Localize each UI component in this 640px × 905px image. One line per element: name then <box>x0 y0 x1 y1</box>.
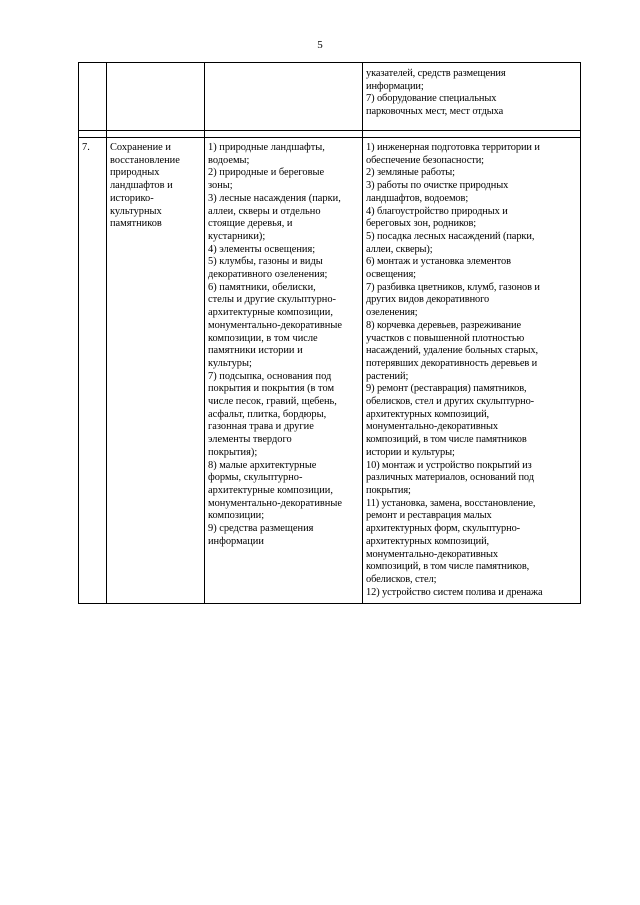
text-line: историко- <box>110 192 154 204</box>
text-line: декоративного озеленения; <box>208 269 328 281</box>
text-line: аллеи, скверы и отдельно <box>208 205 321 217</box>
text-line: 9) средства размещения <box>208 523 314 535</box>
text-line: 4) благоустройство природных и <box>366 205 508 217</box>
text-line: монументально-декоративные <box>208 319 342 331</box>
text-line: культурных <box>110 205 162 217</box>
text-line: покрытия); <box>208 446 258 458</box>
text-line: 3) работы по очистке природных <box>366 180 509 192</box>
text-line: растений; <box>366 370 409 382</box>
text-line: 8) малые архитектурные <box>208 459 317 471</box>
cell-number-empty <box>79 63 107 131</box>
works-table <box>78 62 581 604</box>
cell-works <box>363 138 581 604</box>
text-line: береговых зон, родников; <box>366 218 477 230</box>
gap-cell <box>363 131 581 138</box>
table-row-gap <box>79 131 581 138</box>
text-line: 1) инженерная подготовка территории и <box>366 142 540 153</box>
cell-title-empty <box>107 63 205 131</box>
text-line: парковочных мест, мест отдыха <box>366 106 504 118</box>
text-line: обеспечение безопасности; <box>366 154 484 166</box>
text-line: 10) монтаж и устройство покрытий из <box>366 459 532 471</box>
text-line: насаждений, удаление больных старых, <box>366 345 539 357</box>
text-line: кустарники); <box>208 230 266 242</box>
text-line: архитектурных форм, скульптурно- <box>366 523 521 535</box>
text-line: указателей, средств размещения <box>366 68 506 79</box>
text-line: Сохранение и <box>110 142 171 153</box>
text-line: 6) памятники, обелиски, <box>208 281 316 293</box>
text-line: памятники истории и <box>208 345 303 357</box>
cell-row-number: 7. <box>79 138 107 604</box>
text-line: истории и культуры; <box>366 446 455 458</box>
text-line: 6) монтаж и установка элементов <box>366 256 511 268</box>
text-line: монументально-декоративных <box>366 421 498 433</box>
cell-row-title <box>107 138 205 604</box>
text-line: восстановление <box>110 154 180 166</box>
text-line: информации <box>208 535 264 547</box>
row-title-lines <box>110 142 201 231</box>
text-line: элементы твердого <box>208 434 292 446</box>
text-line: 11) установка, замена, восстановление, <box>366 497 536 509</box>
text-line: числе песок, гравий, щебень, <box>208 396 337 408</box>
gap-cell <box>79 131 107 138</box>
text-line: 7) разбивка цветников, клумб, газонов и <box>366 281 540 293</box>
text-line: культуры; <box>208 357 252 369</box>
text-line: 8) корчевка деревьев, разреживание <box>366 319 521 331</box>
text-line: 7) подсыпка, основания под <box>208 370 332 382</box>
text-line: зоны; <box>208 180 233 192</box>
text-line: монументально-декоративных <box>366 548 498 560</box>
text-line: 7) оборудование специальных <box>366 93 497 105</box>
text-line: водоемы; <box>208 154 250 166</box>
text-line: различных материалов, оснований под <box>366 472 534 484</box>
text-line: газонная трава и другие <box>208 421 314 433</box>
text-line: озеленения; <box>366 307 418 319</box>
text-line: информации; <box>366 80 424 92</box>
text-line: потерявших декоративность деревьев и <box>366 357 538 369</box>
text-line: стелы и другие скульптурно- <box>208 294 337 306</box>
text-line: природных <box>110 167 160 179</box>
cell-objects <box>205 138 363 604</box>
text-line: ландшафтов и <box>110 180 173 192</box>
text-line: 3) лесные насаждения (парки, <box>208 192 341 204</box>
cell-objects-empty <box>205 63 363 131</box>
text-line: ремонт и реставрация малых <box>366 510 492 522</box>
table-row-7 <box>79 138 581 604</box>
text-line: композиций, в том числе памятников, <box>366 561 530 573</box>
text-line: 9) ремонт (реставрация) памятников, <box>366 383 527 395</box>
text-line: стоящие деревья, и <box>208 218 293 230</box>
text-line: участков с повышенной плотностью <box>366 332 525 344</box>
text-line: асфальт, плитка, бордюры, <box>208 408 327 420</box>
text-line: покрытия и покрытия (в том <box>208 383 335 395</box>
page-number: 5 <box>317 39 323 51</box>
text-line: 12) устройство систем полива и дренажа <box>366 586 543 598</box>
text-line: архитектурные композиции, <box>208 484 333 496</box>
text-line: ландшафтов, водоемов; <box>366 192 469 204</box>
gap-cell <box>107 131 205 138</box>
text-line: других видов декоративного <box>366 294 490 306</box>
text-line: 2) природные и береговые <box>208 167 325 179</box>
text-line: композиций, в том числе памятников <box>366 434 527 446</box>
text-line: обелисков, стел и других скульптурно- <box>366 396 535 408</box>
gap-cell <box>205 131 363 138</box>
text-line: 2) земляные работы; <box>366 167 455 179</box>
text-line: архитектурных композиций, <box>366 408 490 420</box>
text-line: композиции, в том числе <box>208 332 318 344</box>
text-line: 4) элементы освещения; <box>208 243 316 255</box>
text-line: архитектурных композиций, <box>366 535 490 547</box>
works-lines <box>366 142 577 599</box>
text-line: композиции; <box>208 510 265 522</box>
text-line: формы, скульптурно- <box>208 472 303 484</box>
text-line: 5) посадка лесных насаждений (парки, <box>366 230 535 242</box>
text-line: 5) клумбы, газоны и виды <box>208 256 323 268</box>
works-continuation-lines <box>366 68 577 119</box>
cell-works-continuation <box>363 63 581 131</box>
text-line: 1) природные ландшафты, <box>208 142 325 153</box>
text-line: аллеи, скверы); <box>366 243 433 255</box>
text-line: монументально-декоративные <box>208 497 342 509</box>
text-line: памятников <box>110 218 162 230</box>
text-line: обелисков, стел; <box>366 573 437 585</box>
text-line: покрытия; <box>366 484 411 496</box>
table-row-continuation <box>79 63 581 131</box>
text-line: освещения; <box>366 269 416 281</box>
objects-lines <box>208 142 359 549</box>
text-line: архитектурные композиции, <box>208 307 333 319</box>
